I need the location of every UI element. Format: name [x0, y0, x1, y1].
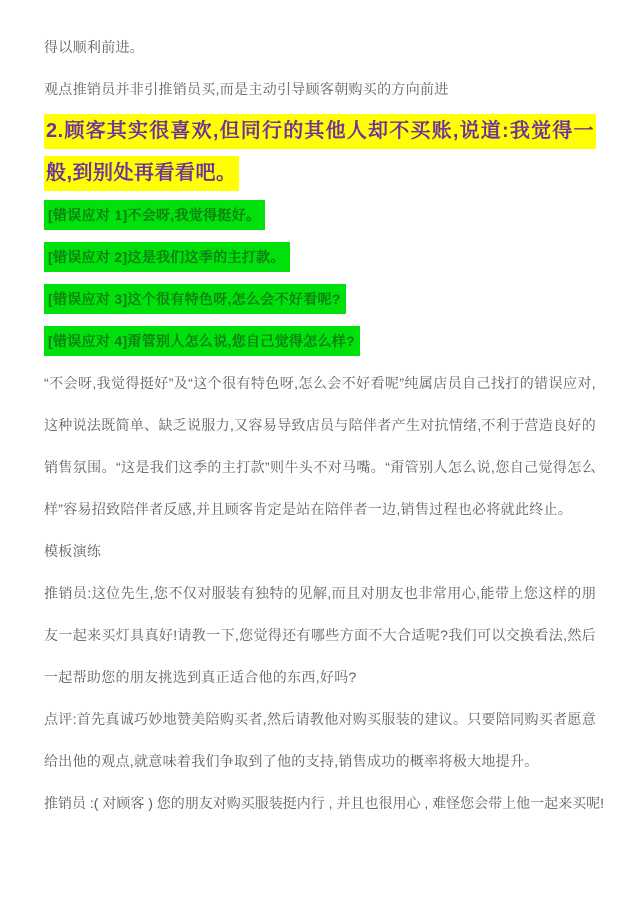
reviewer-comment: 点评:首先真诚巧妙地赞美陪购买者,然后请教他对购买服装的建议。只要陪同购买者愿意给出他的观点,就意味着我们争取到了他的支持,销售成功的概率将极大地提升。: [44, 711, 596, 769]
intro-line-1: 得以顺利前进。: [44, 39, 145, 55]
wrong-response-item-1: [44, 194, 596, 236]
wrong-response-item-2: [44, 236, 596, 278]
intro-line-2: 观点推销员并非引推销员买,而是主动引导顾客朝购买的方向前进: [44, 81, 449, 97]
wrong-response-item-3: [44, 278, 596, 320]
wrong-response-text-2: [错误应对 2]这是我们这季的主打款。: [44, 242, 290, 272]
salesperson-script-2: 推销员 :( 对顾客 ) 您的朋友对购买服装挺内行 , 并且也很用心 , 难怪您会带上他一起来买呢!: [44, 795, 604, 811]
wrong-response-text-1: [错误应对 1]不会呀,我觉得挺好。: [44, 200, 265, 230]
wrong-response-item-4: [44, 320, 596, 362]
section-heading-highlight: 2.顾客其实很喜欢,但同行的其他人却不买账,说道:我觉得一般,到别处再看看吧。: [44, 114, 596, 191]
section-heading: [44, 110, 596, 194]
analysis-paragraph: “不会呀,我觉得挺好”及“这个很有特色呀,怎么会不好看呢”纯属店员自己找打的错误应对,这种说法既简单、缺乏说服力,又容易导致店员与陪伴者产生对抗情绪,不利于营造良好的销售氛围。“这是我们这季的主打款”则牛头不对马嘴。“甭管别人怎么说,您自己觉得怎么样”容易招致陪伴者反感,并且顾客肯定是站在陪伴者一边,销售过程也必将就此终止。: [44, 375, 596, 517]
section-label-template-drill: 模板演练: [44, 543, 102, 559]
wrong-response-text-4: [错误应对 4]甭管别人怎么说,您自己觉得怎么样?: [44, 326, 360, 356]
salesperson-script-1: 推销员:这位先生,您不仅对服装有独特的见解,而且对朋友也非常用心,能带上您这样的朋友一起来买灯具真好!请教一下,您觉得还有哪些方面不大合适呢?我们可以交换看法,然后一起帮助您的朋友挑选到真正适合他的东西,好吗?: [44, 585, 596, 685]
wrong-response-text-3: [错误应对 3]这个很有特色呀,怎么会不好看呢?: [44, 284, 346, 314]
